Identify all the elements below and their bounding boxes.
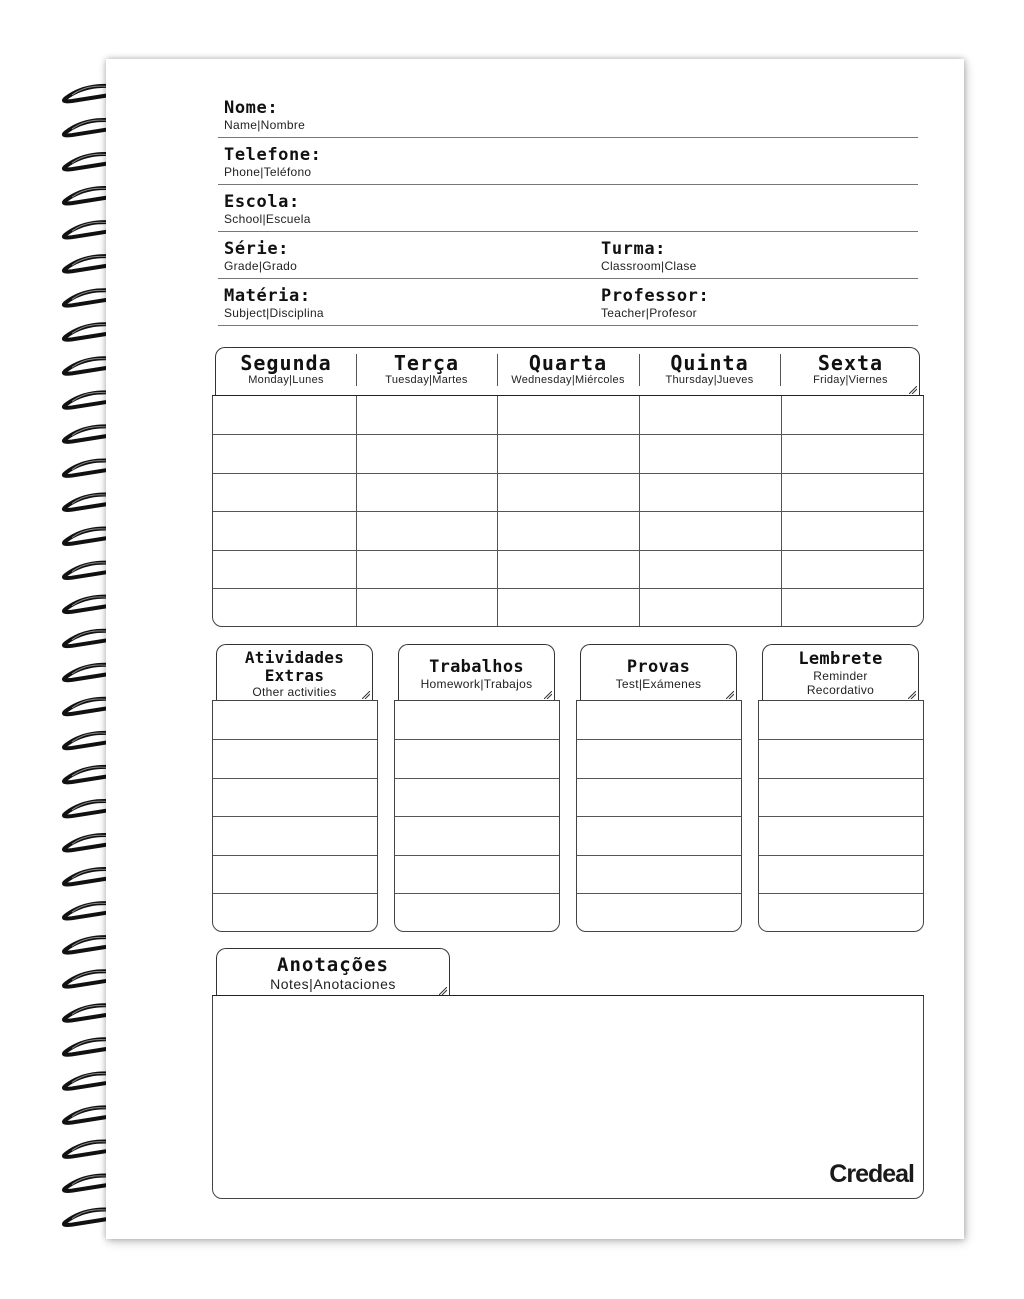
- grid-row-line: [213, 434, 923, 435]
- list-row-line: [213, 739, 377, 740]
- extras-sub1: Other activities: [252, 685, 337, 699]
- header-divider: [780, 354, 781, 386]
- name-sublabel: Name|Nombre: [224, 118, 306, 132]
- day-tuesday-sublabel: Tuesday|Martes: [385, 374, 468, 386]
- subject-label: Matéria:: [224, 286, 311, 306]
- day-thursday-sublabel: Thursday|Jueves: [665, 374, 754, 386]
- homework-title: Trabalhos: [429, 657, 524, 677]
- subject-field[interactable]: [218, 283, 918, 326]
- list-row-line: [395, 778, 559, 779]
- header-divider: [497, 354, 498, 386]
- grid-row-line: [213, 588, 923, 589]
- fold-corner-icon: [909, 386, 917, 394]
- homework-sub: Homework|Trabajos: [420, 677, 533, 691]
- extras-title: Atividades Extras: [244, 648, 345, 685]
- grid-row-line: [213, 473, 923, 474]
- homework-list[interactable]: [394, 700, 560, 932]
- list-row-line: [759, 893, 923, 894]
- grade-label: Série:: [224, 239, 290, 259]
- tests-sub: Test|Exámenes: [615, 677, 702, 691]
- day-wednesday-sublabel: Wednesday|Miércoles: [511, 374, 625, 386]
- day-monday-sublabel: Monday|Lunes: [248, 374, 324, 386]
- notes-area[interactable]: [212, 995, 924, 1199]
- school-sublabel: School|Escuela: [224, 212, 311, 226]
- list-row-line: [213, 778, 377, 779]
- subject-sublabel: Subject|Disciplina: [224, 306, 324, 320]
- schedule-grid[interactable]: [212, 395, 924, 627]
- list-row-line: [759, 816, 923, 817]
- list-row-line: [577, 855, 741, 856]
- list-row-line: [577, 778, 741, 779]
- day-header: [780, 352, 921, 387]
- list-row-line: [213, 855, 377, 856]
- tests-list[interactable]: [576, 700, 742, 932]
- day-tuesday-label: Terça: [393, 351, 460, 375]
- list-row-line: [759, 778, 923, 779]
- tests-title: Provas: [626, 657, 691, 677]
- notebook-page: [106, 59, 964, 1239]
- tests-tab: [580, 644, 737, 700]
- grid-col-line: [781, 396, 782, 626]
- fold-corner-icon: [908, 691, 916, 699]
- day-header: [639, 352, 780, 387]
- school-field[interactable]: [218, 189, 918, 232]
- list-row-line: [577, 816, 741, 817]
- reminder-title: Lembrete: [798, 649, 883, 669]
- schedule-header: [215, 347, 920, 395]
- fold-corner-icon: [726, 691, 734, 699]
- school-label: Escola:: [224, 192, 300, 212]
- notes-title: Anotações: [277, 954, 389, 976]
- list-row-line: [213, 893, 377, 894]
- grid-col-line: [497, 396, 498, 626]
- teacher-sublabel: Teacher|Profesor: [601, 306, 697, 320]
- reminder-sub2: Recordativo: [806, 683, 875, 697]
- extras-list[interactable]: [212, 700, 378, 932]
- day-friday-label: Sexta: [817, 351, 884, 375]
- notes-tab: [216, 948, 450, 996]
- fold-corner-icon: [362, 691, 370, 699]
- grade-sublabel: Grade|Grado: [224, 259, 298, 273]
- schedule-top-rule: [212, 395, 924, 396]
- list-row-line: [395, 855, 559, 856]
- notes-top-rule: [212, 995, 924, 996]
- extras-tab: [216, 644, 373, 700]
- list-row-line: [213, 816, 377, 817]
- phone-label: Telefone:: [224, 145, 322, 165]
- name-field[interactable]: [218, 95, 918, 138]
- day-thursday-label: Quinta: [670, 351, 749, 375]
- list-row-line: [395, 893, 559, 894]
- name-label: Nome:: [224, 98, 279, 118]
- teacher-label: Professor:: [601, 286, 710, 306]
- header-divider: [356, 354, 357, 386]
- list-row-line: [759, 855, 923, 856]
- brand-logo: Credeal: [829, 1160, 914, 1188]
- reminder-list[interactable]: [758, 700, 924, 932]
- list-row-line: [577, 893, 741, 894]
- phone-sublabel: Phone|Teléfono: [224, 165, 312, 179]
- day-friday-sublabel: Friday|Viernes: [813, 374, 888, 386]
- reminder-sub1: Reminder: [813, 669, 868, 683]
- classroom-label: Turma:: [601, 239, 667, 259]
- day-header: [216, 352, 356, 387]
- grid-col-line: [356, 396, 357, 626]
- grade-field[interactable]: [218, 236, 918, 279]
- header-divider: [639, 354, 640, 386]
- fold-corner-icon: [439, 987, 447, 995]
- grid-row-line: [213, 550, 923, 551]
- day-header: [356, 352, 497, 387]
- day-header: [497, 352, 639, 387]
- phone-field[interactable]: [218, 142, 918, 185]
- reminder-tab: [762, 644, 919, 700]
- list-row-line: [759, 739, 923, 740]
- notes-sub: Notes|Anotaciones: [270, 976, 396, 992]
- grid-row-line: [213, 511, 923, 512]
- day-monday-label: Segunda: [240, 351, 332, 375]
- list-row-line: [577, 739, 741, 740]
- day-wednesday-label: Quarta: [528, 351, 608, 375]
- list-row-line: [395, 816, 559, 817]
- list-row-line: [395, 739, 559, 740]
- classroom-sublabel: Classroom|Clase: [601, 259, 697, 273]
- fold-corner-icon: [544, 691, 552, 699]
- homework-tab: [398, 644, 555, 700]
- grid-col-line: [639, 396, 640, 626]
